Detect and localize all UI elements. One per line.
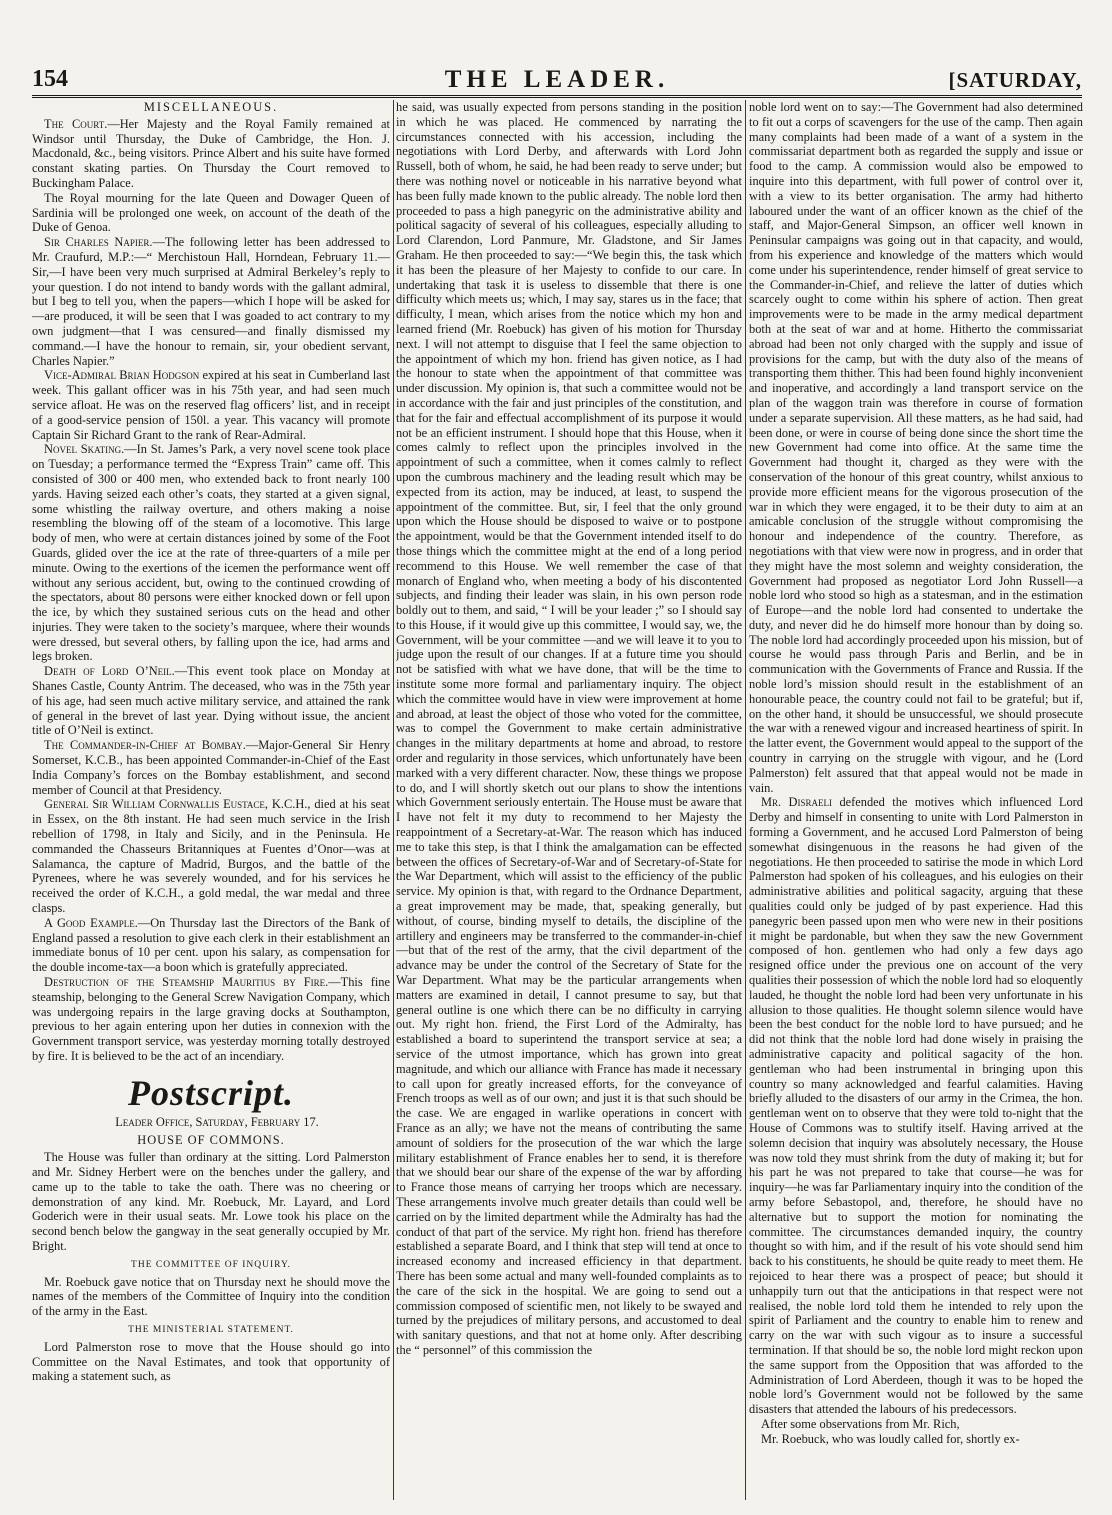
article-statement-continued: noble lord went on to say:—The Government had also determined to fit out a corps of scavengers for the use of the camp. Then again many complaints had been made of a want of a system in the commissariat department both as regarded the supply and issue or food to the camp. A commission would also be empowed to inquire into this department, with full power of control over it, with a view to its better organisation. The army had hitherto laboured under the want of an officer known as the chief of the staff, and Major-General Simpson, an officer well known in Peninsular campaigns was going out in that capacity, and would, from his experience and knowledge of the matters which would come under his superintendence, render himself of great service to the Commander-in-Chief, and relieve the latter of duties which scarcely ought to come within his sphere of action. Then great improvements were to be made in the army medical department both at the seat of war and at home. Hitherto the commissariat abroad had been not only charged with the supply and issue of provisions for the camp, but with the duty also of the means of transporting them thither. This had been found highly inconvenient and inoperative, and accordingly a land transport service on the plan of the waggon train was therefore in course of formation under a separate supervision. All these matters, as he had said, had been done, or were in course of being done since the short time the new Government had come into office. At the same time the Government had thought it, charged as they were with the conservation of the honour of this great country, whilst anxious to provide more efficient means for the vigorous prosecution of the war in which they were engaged, it to be their duty to aim at an amicable conclusion of the struggle without compromising the honour and independence of the country. Therefore, as negotiations with that view were now in progress, and in order that they might have the most solemn and weighty consideration, the Government had proposed as negotiator Lord John Russell—a noble lord who stood so high as a statesman, and in the estimation of Europe—and the noble lord had consented to undertake the duty, and never did he do himself more honour than by doing so. The noble lord had accordingly proceeded upon his mission, but of course he would pass through Paris and Berlin, and be in communication with the Governments of France and Russia. If the noble lord’s mission should result in the establishment of an honourable peace, the country could not fail to be grateful; but if, on the other hand, it should be unsuccessful, we should prosecute the war with a renewed vigour and increased heartiness of spirit. In the latter event, the Government would appeal to the support of the country in carrying on the struggle with vigour, and he (Lord Palmerston) felt assured that that appeal would not be made in vain.	[749, 100, 1083, 795]
article-lead: Sir Charles Napier.	[44, 235, 153, 250]
masthead	[32, 66, 1082, 96]
article-text: —The following letter has been addressed to Mr. Craufurd, M.P.:—“ Merchistoun Hall, Horndean, February 11.—Sir,—I have been very much surprised at Admiral Berkeley’s reply to your question. I do not intend to bandy words with the gallant admiral, but I beg to tell you, when the papers—which I hope will be asked for—are produced, it will be seen that I was goaded to act contrary to my own judgment—that I was censured—and finally dismissed my command.—I have the honour to remain, sir, your obedient servant, Charles Napier.”	[32, 235, 390, 368]
column-1	[32, 100, 390, 1505]
postscript-heading: Postscript.	[127, 1072, 294, 1113]
issue-day: [SATURDAY,	[948, 68, 1082, 92]
article-vice-admiral	[32, 368, 390, 442]
article-commons: The House was fuller than ordinary at the sitting. Lord Palmerston and Mr. Sidney Herbert were on the benches under the gallery, and came up to the table to take the oath. There was no cheering or demonstration of any kind. Mr. Roebuck, Mr. Layard, and Lord Goderich were in their usual seats. Mr. Lowe took his place on the second bench below the gangway in the seat generally occupied by Mr. Bright.	[32, 1150, 390, 1253]
article-lead: Destruction of the Steamship Mauritius by Fire.	[44, 975, 329, 990]
article-eustace	[32, 797, 390, 915]
article-lead: The Commander-in-Chief at Bombay.	[44, 738, 246, 753]
ministerial-heading: THE MINISTERIAL STATEMENT.	[128, 1324, 294, 1335]
commons-heading: HOUSE OF COMMONS.	[137, 1133, 285, 1148]
article-palmerston-statement: he said, was usually expected from persons standing in the position in which he was placed. He commenced by narrating the circumstances connected with his accession, including the negotiations with Lord Derby, and afterwards with Lord John Russell, both of whom, he said, he had been ready to serve under; but there was nothing novel or noticeable in his narrative beyond what has been fully made known to the public already. The noble lord then proceeded to pass a high panegyric on the administrative ability and political sagacity of several of his colleagues, especially alluding to Lord Clarendon, Lord Panmure, Mr. Gladstone, and Sir James Graham. He then proceeded to say:—“We begin this, the task which it has been the pleasure of her Majesty to confide to our care. In undertaking that task it is useless to dissemble that there is one difficulty which meets us; which, I may say, stares us in the face; that difficulty, I mean, which arises from the notice which my hon and learned friend (Mr. Roebuck) has given of his motion for Thursday next. I will not attempt to disguise that I feel the same objection to the appointment of which my hon. friend has given notice, as I had the honour to state when the appointment of that committee was under discussion. My opinion is, that such a committee would not be in accordance with the fair and just principles of the constitution, and that for the fair and effectual accomplishment of its purpose it would not be an efficient instrument. I should hope that this House, when it comes calmly to reflect upon the principles involved in the appointment of such a committee, when it comes calmly to reflect upon the cumbrous machinery and the leading result which may be expected from its action, may be induced, at least, to suspend the appointment of the committee. But, sir, I feel that the only ground upon which the House should be disposed to waive or to postpone the appointment, would be that the Government intended itself to do those things which the committee might at the end of a long period recommend to this House. We well remember the case of that monarch of England who, when meeting a body of his discontented subjects, and finding their leader was slain, in his own person rode boldly out to them, and said, “ I will be your leader ;” so I should say to this House, if it would give up this committee, I would say, we, the Government, will be your committee —and we will leave it to you to judge upon the result of our changes. If at a future time you should not be satisfied with what we have done, that will be the time to institute some more formal and parliamentary inquiry. The object which the committee would have in view were improvement at home and abroad, at least the object of those who voted for the committee, was to compel the Government to make certain administrative changes in the military departments at home and abroad, to restore order and regularity in those services, which unfortunately have been marked with a very different character. Now, these things we propose to do, and I will shortly sketch out our plans to show the intentions which Government seriously entertain. The House must be aware that I have not felt it my duty to recommend to her Majesty the reappointment of a Secretary-at-War. The reason which has induced me to take this step, is that I think the amalgamation can be effected between the offices of Secretary-of-War and of Secretary-of-State for the War Department, which will assist to the efficiency of the public service. My opinion is that, with regard to the Ordnance Department, a great improvement may be made, that, speaking generally, but without, of course, binding myself to details, the discipline of the artillery and engineers may be transferred to the commander-in-chief—but that of the rest of the army, that the civil department of the advance may be under the control of the Secretary of State for the War Department. What may be the particular arrangements when matters are examined in detail, I cannot presume to say, but that general outline is one which there can be no difficulty in carrying out. My right hon. friend, the First Lord of the Admiralty, has established a board to superintend the transport service at sea; a service of the utmost importance, which has grown into great magnitude, and which our alliance with France has made it necessary to call upon for greatly increased efforts, for the conveyance of French troops as well as of our own; and just it is that such should be the case. We are engaged in warlike operations in concert with France as an ally; we have not the means of contributing the same amount of soldiers for the prosecution of the war which the large military establishment of France enables her to send, it is therefore that we should bear our share of the expense of the war by affording to France those means of carrying her troops which are necessary. These arrangements involve much greater details than could well be carried on by the limited department while the Admiralty has had the conduct of that part of the service. My right hon. friend has therefore established a separate Board, and I think that step will tend at once to increased economy and increased efficiency in that department. There has been some actual and many well-founded complaints as to the care of the sick in the hospital. We are going to send out a commission composed of scientific men, not likely to be swayed and turned by the prejudices of military persons, and accustomed to deal with sanitary questions, and that not at home only. After describing the “ personnel” of this commission the	[396, 100, 742, 1357]
article-lead: The Court.	[44, 116, 108, 131]
article-lead: Vice-Admiral Brian Hodgson	[44, 368, 200, 383]
inquiry-heading: THE COMMITTEE OF INQUIRY.	[131, 1259, 291, 1270]
article-text: —Her Majesty and the Royal Family remained at Windsor until Thursday, the Duke of Cambridge, the Hon. J. Macdonald, &c., being visitors. Prince Albert and his suite have formed constant skating parties. On Thursday the Court removed to Buckingham Palace.	[32, 116, 390, 190]
page-number: 154	[32, 66, 68, 92]
article-lead: A Good Example.	[44, 915, 138, 930]
article-text: defended the motives which influenced Lord Derby and himself in consenting to unite with Lord Palmerston in forming a Government, and he accused Lord Palmerston of being somewhat disingenuous in the reasons he had given of the negotiations. He then proceeded to satirise the mode in which Lord Palmerston had spoken of his colleagues, and his eulogies on their administrative abilities and political sagacity, arguing that these qualities could only be judged of by past experience. Had this panegyric been passed upon men who were new in their positions it might be pardonable, but when they saw the new Government composed of hon. gentlemen who had only a few days ago resigned office under the previous one on account of the very qualities their possession of which the noble lord had so eloquently lauded, he thought the noble lord had been very unfortunate in his allusion to those qualities. He thought solemn silence would have been the best conduct for the noble lord to have pursued; and he did not think that the noble lord had done wisely in praising the administrative capacity and political sagacity of the hon. gentleman who had been instrumental in bringing upon this country so many acknowledged and fearful calamities. Having briefly alluded to the disasters of our army in the Crimea, the hon. gentleman went on to observe that they were told to-night that the House of Commons was to stultify itself. Having arrived at the solemn decision that inquiry was absolutely necessary, the House was now told they must shrink from the duty of making it; but for his part he was not prepared to take that course—he was for inquiry—he was far Parliamentary inquiry into the condition of the army before Sebastopol, and, therefore, he should have no alternative but to support the motion for nominating the committee. The circumstances demanded inquiry, the country thought so with him, and if the result of his vote should send him back to his constituents, he should be quite ready to meet them. He rejoiced to hear there was a prospect of peace; but should it unhappily turn out that the anticipations in that respect were not realised, the noble lord told them he intended to rely upon the spirit of Parliament and the country to enable him to renew and carry on the war with such vigour as to insure a successful termination. If that should be so, the noble lord might reckon upon the same support from the Opposition that was afforded to the Administration of Lord Aberdeen, though it was to be hoped the noble lord’s Government would not be followed by the same disasters that attended the labours of his predecessors.	[749, 795, 1083, 1417]
article-text: —This event took place on Monday at Shanes Castle, County Antrim. The deceased, who was in the 75th year of his age, had seen much active military service, and attained the rank of general in the brevet of last year. Dying without issue, the ancient title of O’Neil is extinct.	[32, 664, 390, 738]
column-3	[749, 100, 1083, 1505]
dateline: Leader Office, Saturday, February 17.	[115, 1114, 319, 1129]
article-lead: General Sir William Cornwallis Eustace,	[44, 797, 269, 812]
masthead-rule	[32, 95, 1082, 98]
article-inquiry: Mr. Roebuck gave notice that on Thursday next he should move the names of the members of the Committee of Inquiry into the condition of the army in the East.	[32, 1274, 390, 1319]
newspaper-title: THE LEADER.	[444, 66, 670, 93]
article-rich: After some observations from Mr. Rich,	[761, 1416, 960, 1431]
article-text: —This fine steamship, belonging to the General Screw Navigation Company, which was undergoing repairs in the large graving docks at Southampton, previous to her again entering upon her duties in connexion with the Government transport service, was yesterday morning totally destroyed by fire. It is believed to be the act of an incendiary.	[32, 975, 390, 1063]
column-rule-1	[393, 100, 394, 1500]
article-ministerial: Lord Palmerston rose to move that the House should go into Committee on the Naval Estimates, and took that opportunity of making a statement such, as	[32, 1339, 390, 1384]
article-lead: Death of Lord O’Neil.	[44, 664, 175, 679]
article-bombay	[32, 738, 390, 797]
article-disraeli	[749, 795, 1083, 1416]
article-lead: Mr. Disraeli	[761, 795, 832, 810]
article-good-example	[32, 916, 390, 975]
article-skating	[32, 442, 390, 664]
article-lead: Novel Skating.	[44, 442, 125, 457]
column-rule-2	[745, 100, 746, 1500]
article-text: —Major-General Sir Henry Somerset, K.C.B., has been appointed Commander-in-Chief of the East India Company’s forces on the Bombay establishment, and second member of Council at that Presidency.	[32, 738, 390, 797]
article-text: expired at his seat in Cumberland last week. This gallant officer was in his 75th year, and had seen much service afloat. He was on the reserved flag officers’ list, and in receipt of a good-service pension of 150l. a year. This vacancy will promote Captain Sir Richard Grant to the rank of Rear-Admiral.	[32, 368, 390, 442]
article-oneil	[32, 664, 390, 738]
article-roebuck: Mr. Roebuck, who was loudly called for, shortly ex-	[761, 1431, 1020, 1446]
article-mourning: The Royal mourning for the late Queen and Dowager Queen of Sardinia will be prolonged one week, on account of the death of the Duke of Genoa.	[32, 190, 390, 235]
article-text: —In St. James’s Park, a very novel scene took place on Tuesday; a performance termed the “Express Train” came off. This consisted of 300 or 400 men, who extended back to front nearly 100 yards. Having seized each other’s coats, they started at a given signal, some whistling the railway overture, and others making a noise resembling the blowing off of the steam of a locomotive. This large body of men, who were at certain distances joined by some of the Foot Guards, glided over the ice at the rate of three-quarters of a mile per minute. Owing to the exertions of the icemen the performance went off without any serious accident, but, owing to the continued crowding of the spectators, about 80 persons were either knocked down or fell upon the ice, by which they sustained serious cuts on the head and other injuries. They were taken to the society’s marquee, where their wounds were dressed, but several others, by falling upon the ice, had arms and legs broken.	[32, 442, 390, 664]
miscellaneous-heading: MISCELLANEOUS.	[143, 100, 279, 114]
article-court	[32, 117, 390, 191]
article-text: —On Thursday last the Directors of the Bank of England passed a resolution to give each clerk in their establishment an immediate bonus of 10 per cent. upon his salary, as compensation for the double income-tax—a boon which is gratefully appreciated.	[32, 915, 390, 975]
column-2	[396, 100, 742, 1505]
article-napier	[32, 235, 390, 368]
article-mauritius	[32, 975, 390, 1064]
article-text: K.C.H., died at his seat in Essex, on the 8th instant. He had seen much service in the Irish rebellion of 1798, in Italy and Sicily, and in the Peninsula. He commanded the Chasseurs Britanniques at Fuentes d’Onor—was at Salamanca, the capture of Madrid, Burgos, and the battle of the Pyrenees, where he was severely wounded, and for his services he received the order of K.C.H., a gold medal, the war medal and three clasps.	[32, 797, 390, 916]
